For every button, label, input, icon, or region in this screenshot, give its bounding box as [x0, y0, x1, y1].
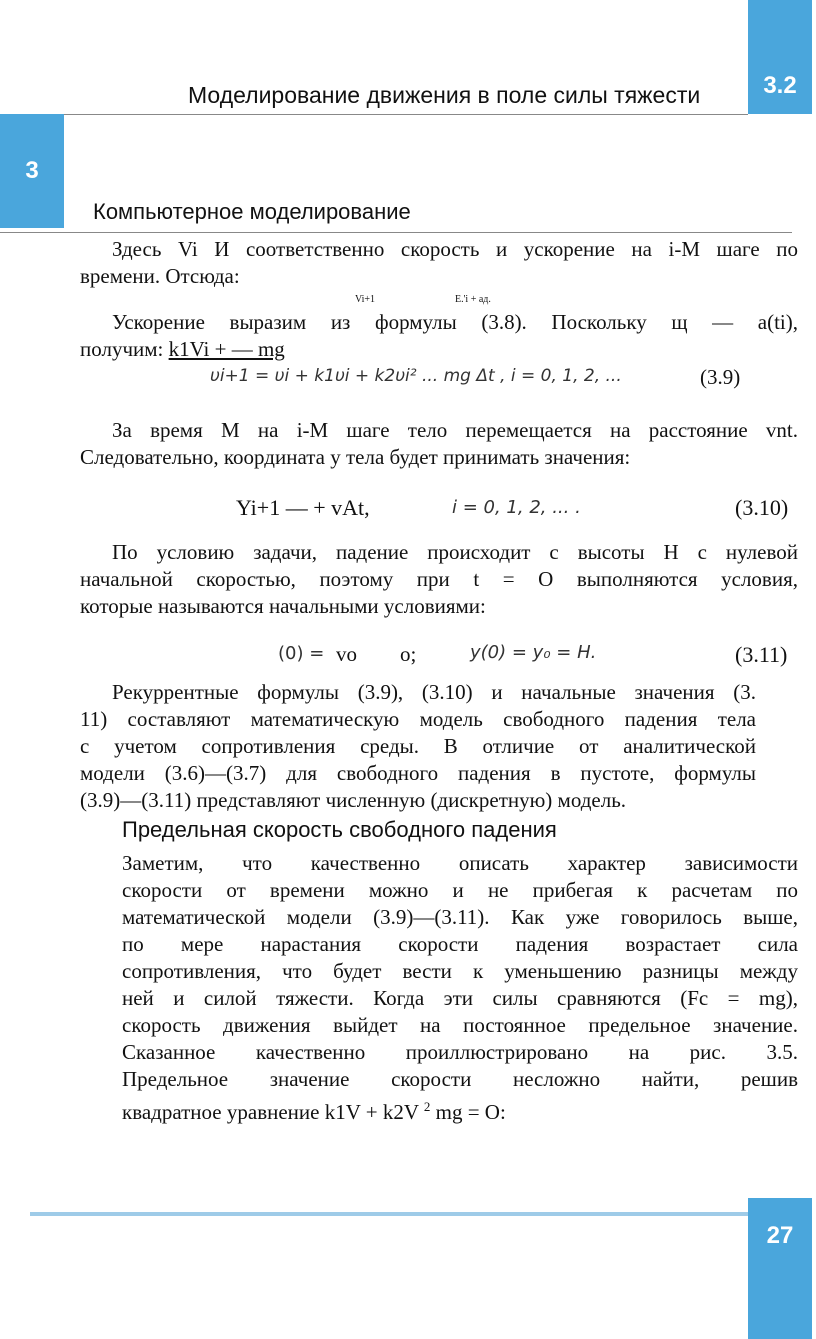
p6-last-suffix: mg = O:: [430, 1100, 506, 1124]
running-header-title: Моделирование движения в поле силы тяжести: [188, 82, 701, 108]
paragraph-3: [80, 417, 798, 471]
header-rule: [22, 114, 748, 115]
p2-line-1: Ускорение выразим из формулы (3.8). Поскольку щ — a(ti),: [112, 310, 798, 334]
equation-3-11-b: o;: [400, 642, 417, 666]
equation-3-11-a-text: vo: [336, 642, 357, 666]
equation-3-11-a-math: (0) =: [278, 643, 325, 664]
equation-3-9-number: (3.9): [700, 365, 741, 389]
chapter-tab-label: 3: [25, 157, 39, 184]
formula-fragment-a: Vi+1: [355, 294, 376, 305]
paragraph-6: [122, 850, 798, 1126]
footer-rule: [30, 1212, 748, 1216]
page-number: 27: [766, 1222, 794, 1249]
equation-3-11-c-math: y(0) = y₀ = H.: [470, 642, 597, 663]
chapter-title: Компьютерное моделирование: [93, 199, 411, 224]
p2-line-2-underlined: k1Vi + — mg: [168, 337, 285, 361]
p1-line-1: Здесь Vi И соответственно скорость и ускорение на i-М шаге по: [112, 237, 798, 261]
p5-line-2: 11) составляют математическую модель свободного падения тела: [80, 707, 756, 731]
paragraph-1: [80, 236, 798, 290]
formula-fragment-b: E.'i + ад.: [455, 294, 491, 305]
paragraph-2: [80, 309, 798, 363]
chapter-tab: [0, 114, 64, 228]
paragraph-6-lines: [122, 850, 798, 1093]
p2-line-2-prefix: получим:: [80, 337, 169, 361]
equation-3-10-left: Yi+1 — + vAt,: [236, 495, 370, 520]
chapter-rule: [0, 232, 792, 233]
p4-line-3: которые называются начальными условиями:: [80, 594, 486, 618]
paragraph-5: [80, 679, 756, 814]
subheading: Предельная скорость свободного падения: [122, 817, 557, 842]
p5-line-5: (3.9)—(3.11) представляют численную (дискретную) модель.: [80, 788, 627, 812]
p6-line: ней и силой тяжести. Когда эти силы сравняются (Fc = mg),: [122, 986, 798, 1010]
section-tab: [748, 0, 812, 114]
p5-line-1: Рекуррентные формулы (3.9), (3.10) и начальные значения (3.: [112, 680, 756, 704]
paragraph-4: [80, 539, 798, 620]
p6-line: математической модели (3.9)—(3.11). Как уже говорилось выше,: [122, 905, 798, 929]
equation-3-9-math: υi+1 = υi + k1υi + k2υi² ... mg Δt , i = 0, 1, 2, ...: [210, 366, 622, 386]
equation-3-10-math: i = 0, 1, 2, ... .: [452, 497, 581, 518]
p3-line-2: Следовательно, координата y тела будет принимать значения:: [80, 445, 631, 469]
p3-line-1: За время М на i-М шаге тело перемещается на расстояние vnt.: [112, 418, 798, 442]
section-tab-label: 3.2: [763, 72, 797, 99]
p5-line-4: модели (3.6)—(3.7) для свободного падения в пустоте, формулы: [80, 761, 756, 785]
p6-line: Сказанное качественно проиллюстрировано на рис. 3.5.: [122, 1040, 798, 1064]
p6-last-sup: 2: [423, 1099, 431, 1114]
p6-line: по мере нарастания скорости падения возрастает сила: [122, 932, 798, 956]
p1-line-2: времени. Отсюда:: [80, 264, 240, 288]
equation-3-11-number: (3.11): [735, 642, 788, 667]
p6-line: Заметим, что качественно описать характер зависимости: [122, 851, 798, 875]
p6-line: скорости от времени можно и не прибегая к расчетам по: [122, 878, 798, 902]
p6-line: скорость движения выйдет на постоянное предельное значение.: [122, 1013, 798, 1037]
p4-line-1: По условию задачи, падение происходит с высоты H с нулевой: [112, 540, 798, 564]
p4-line-2: начальной скоростью, поэтому при t = O выполняются условия,: [80, 567, 798, 591]
page-number-tab: [748, 1198, 812, 1339]
p6-last-prefix: квадратное уравнение k1V + k2V: [122, 1100, 424, 1124]
equation-3-10-number: (3.10): [735, 495, 789, 520]
p5-line-3: с учетом сопротивления среды. В отличие от аналитической: [80, 734, 756, 758]
p6-line: Предельное значение скорости несложно найти, решив: [122, 1067, 798, 1091]
p6-line: сопротивления, что будет вести к уменьшению разницы между: [122, 959, 798, 983]
